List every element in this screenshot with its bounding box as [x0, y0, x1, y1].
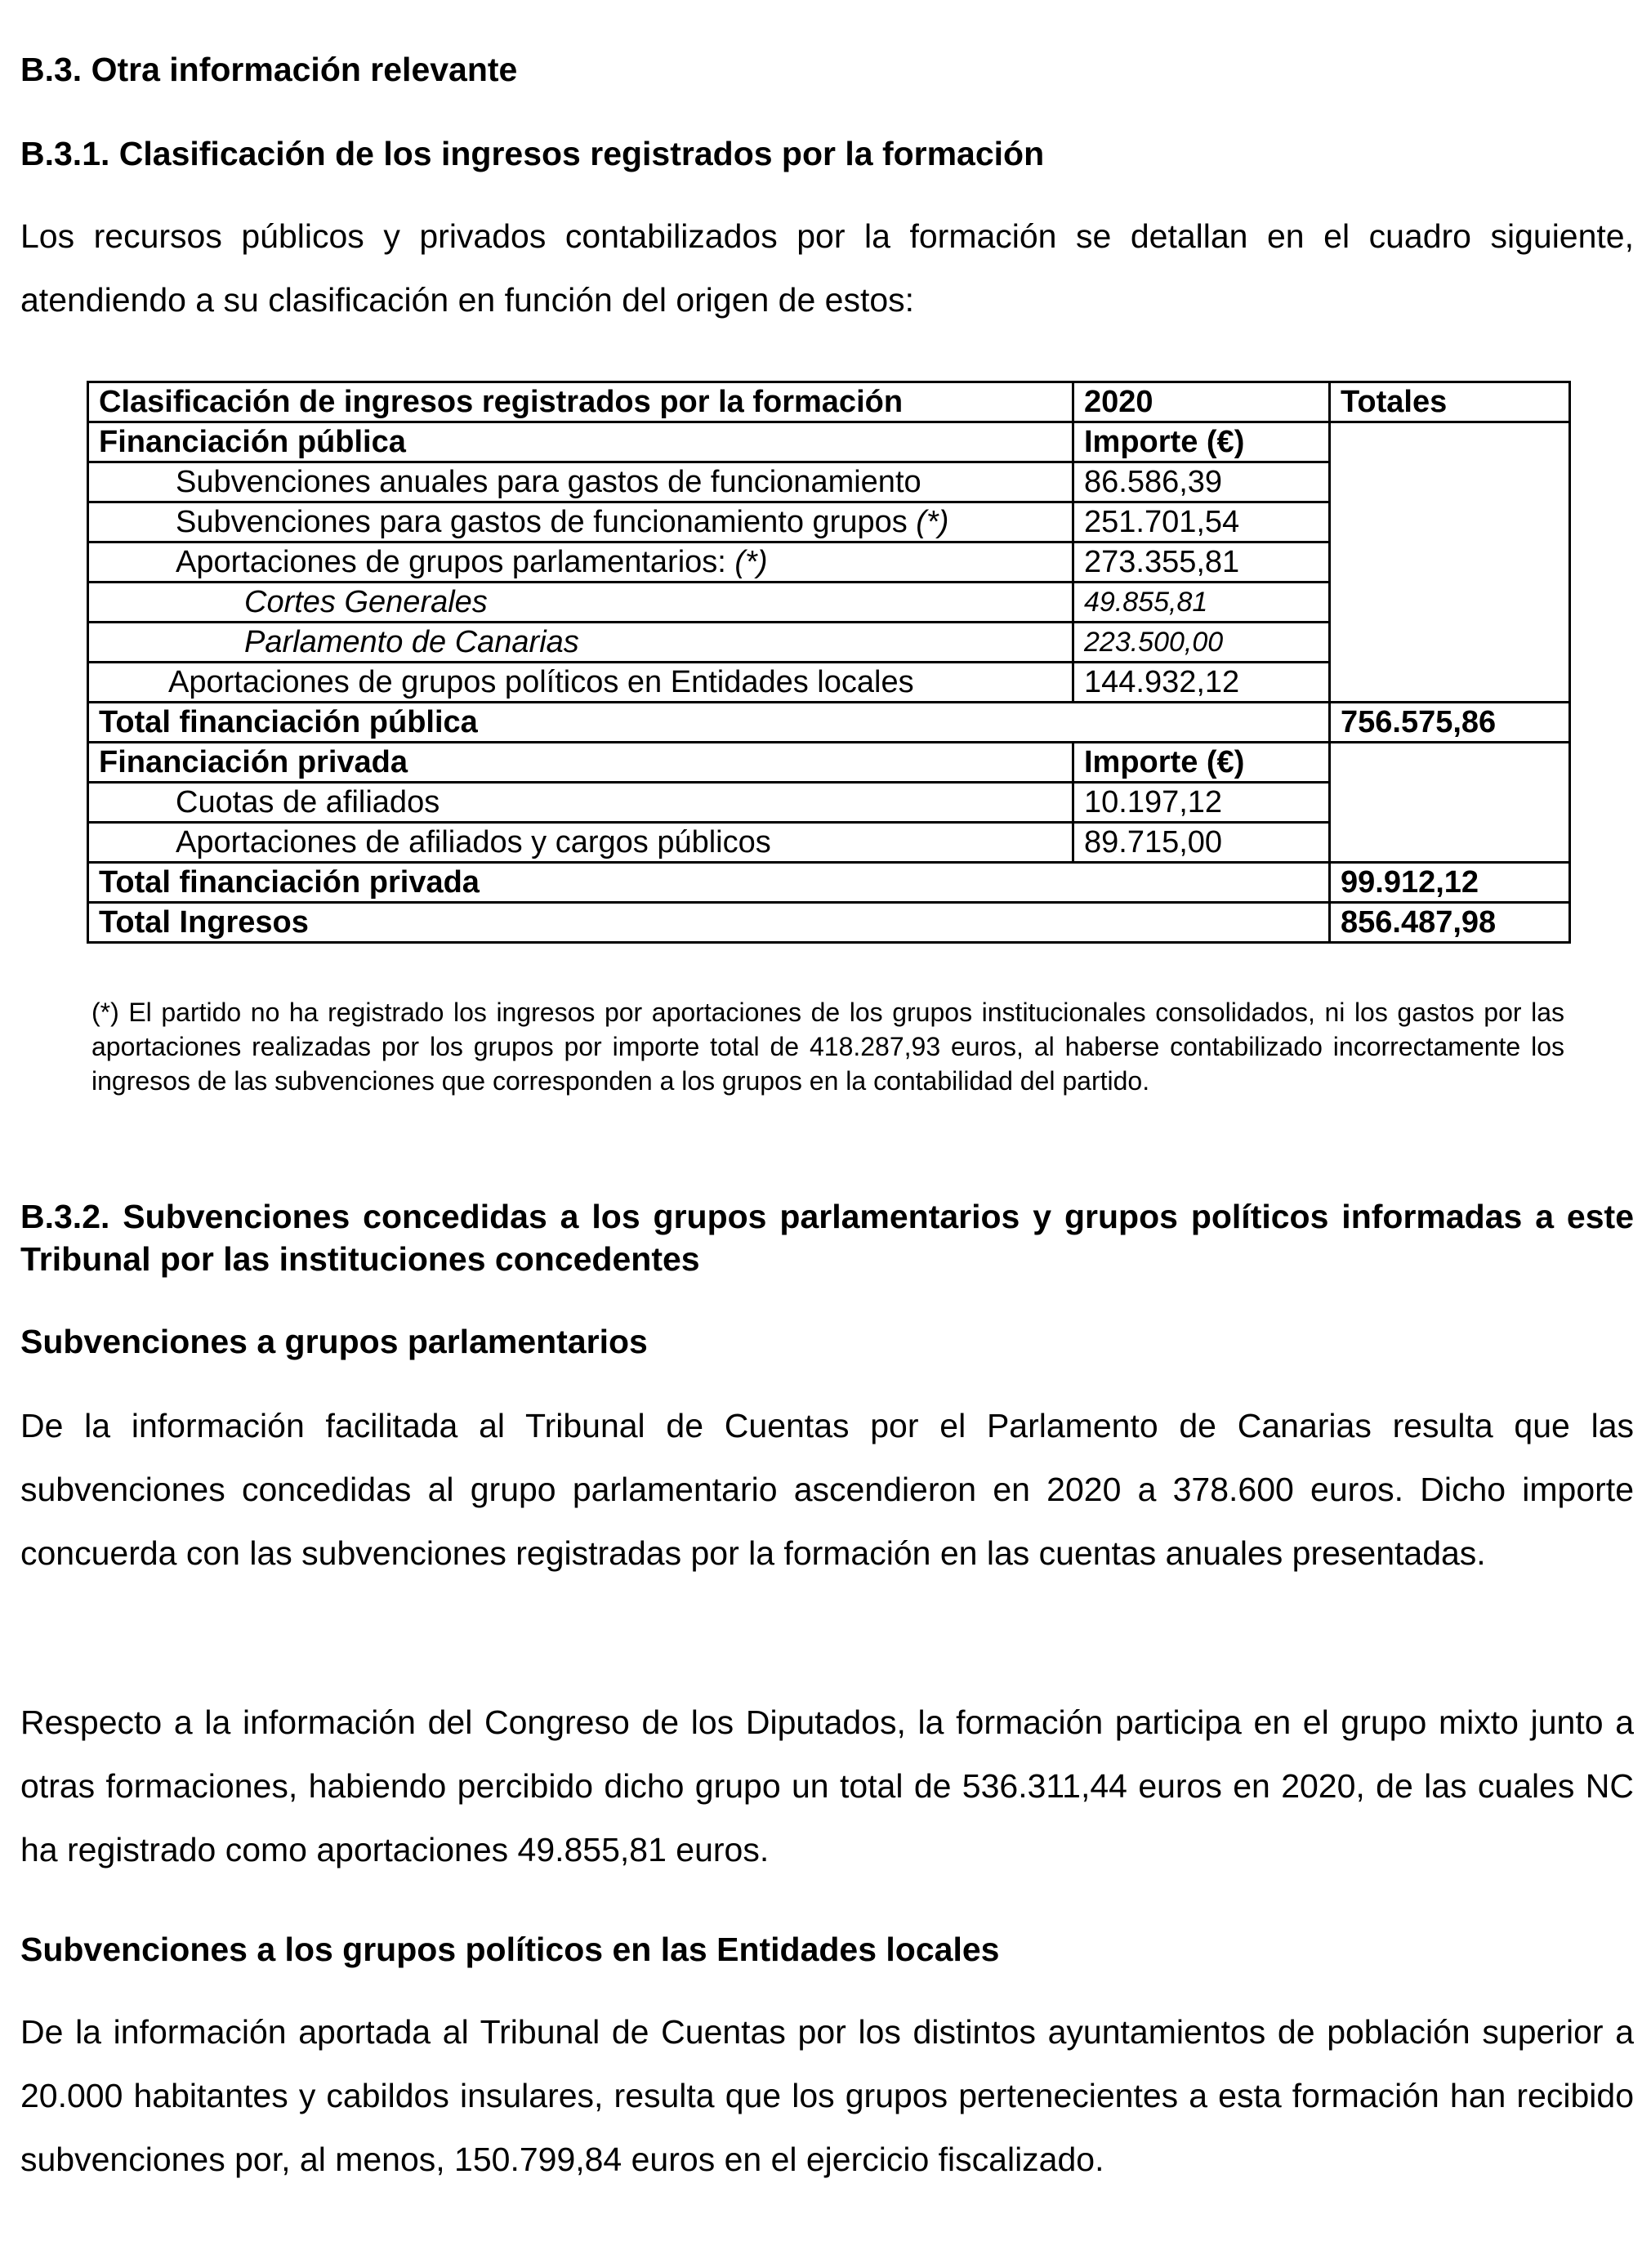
table-footnote: (*) El partido no ha registrado los ingresos por aportaciones de los grupos institucionales consolidados, ni los gastos por las aportaciones realizadas por los grupos por importe total de 418.287,93 euros, al haberse contabilizado incorrectamente los ingresos de las subvenciones que corresponden a los grupos en la contabilidad del partido.	[91, 998, 1564, 1096]
parliamentary-paragraph-2: Respecto a la información del Congreso de los Diputados, la formación participa en el grupo mixto junto a otras formaciones, habiendo percibido dicho grupo un total de 536.311,44 euros en 2020, de las cuales NC ha registrado como aportaciones 49.855,81 euros.	[20, 1703, 1634, 1868]
table-row	[88, 422, 1570, 462]
row-label: Cortes Generales	[88, 583, 1073, 623]
table-row	[88, 743, 1570, 783]
local-groups-paragraph: De la información aportada al Tribunal de Cuentas por los distintos ayuntamientos de población superior a 20.000 habitantes y cabildos insulares, resulta que los grupos pertenecientes a esta formación han recibido subvenciones por, al menos, 150.799,84 euros en el ejercicio fiscalizado.	[20, 2013, 1634, 2178]
row-value: 251.701,54	[1073, 502, 1330, 542]
row-value: 144.932,12	[1073, 663, 1330, 703]
row-label: Aportaciones de grupos políticos en Entidades locales	[88, 663, 1073, 703]
header-classification: Clasificación de ingresos registrados por la formación	[88, 382, 1073, 422]
row-label: Aportaciones de afiliados y cargos públicos	[88, 823, 1073, 863]
row-value: 10.197,12	[1073, 783, 1330, 823]
section-title: B.3. Otra información relevante	[20, 51, 518, 88]
row-value: 49.855,81	[1073, 583, 1330, 623]
row-label: Parlamento de Canarias	[88, 623, 1073, 663]
row-label	[88, 542, 1073, 583]
parliamentary-paragraph-1: De la información facilitada al Tribunal de Cuentas por el Parlamento de Canarias resulta que las subvenciones concedidas al grupo parlamentario ascendieron en 2020 a 378.600 euros. Dicho importe concuerda con las subvenciones registradas por la formación en las cuentas anuales presentadas.	[20, 1407, 1634, 1572]
private-funding-label: Financiación privada	[88, 743, 1073, 783]
public-total-label: Total financiación pública	[88, 703, 1330, 743]
row-label-text: Subvenciones para gastos de funcionamiento grupos	[176, 505, 917, 539]
header-year: 2020	[1073, 382, 1330, 422]
row-label	[88, 502, 1073, 542]
subsection-title-b31: B.3.1. Clasificación de los ingresos registrados por la formación	[20, 135, 1045, 172]
totals-blank-cell	[1330, 743, 1570, 863]
row-value: 273.355,81	[1073, 542, 1330, 583]
public-funding-label: Financiación pública	[88, 422, 1073, 462]
totals-blank-cell	[1330, 422, 1570, 703]
parliamentary-groups-heading: Subvenciones a grupos parlamentarios	[20, 1323, 648, 1360]
footnote-mark: (*)	[916, 505, 949, 539]
subsection-title-b32: B.3.2. Subvenciones concedidas a los grupos parlamentarios y grupos políticos informadas a este Tribunal por las instituciones concedentes	[20, 1198, 1634, 1278]
private-amount-header: Importe (€)	[1073, 743, 1330, 783]
footnote-mark: (*)	[734, 545, 768, 579]
row-label: Cuotas de afiliados	[88, 783, 1073, 823]
private-total-value: 99.912,12	[1330, 863, 1570, 903]
grand-total-value: 856.487,98	[1330, 903, 1570, 943]
row-value: 223.500,00	[1073, 623, 1330, 663]
table-grand-total-row	[88, 903, 1570, 943]
private-total-label: Total financiación privada	[88, 863, 1330, 903]
public-total-value: 756.575,86	[1330, 703, 1570, 743]
row-value: 89.715,00	[1073, 823, 1330, 863]
income-classification-table	[87, 381, 1571, 944]
table-header-row	[88, 382, 1570, 422]
header-totals: Totales	[1330, 382, 1570, 422]
table-total-row	[88, 703, 1570, 743]
row-label-text: Aportaciones de grupos parlamentarios:	[176, 545, 735, 579]
row-label: Subvenciones anuales para gastos de funcionamiento	[88, 462, 1073, 502]
grand-total-label: Total Ingresos	[88, 903, 1330, 943]
table-total-row	[88, 863, 1570, 903]
local-groups-heading: Subvenciones a los grupos políticos en las Entidades locales	[20, 1931, 1000, 1968]
intro-paragraph: Los recursos públicos y privados contabilizados por la formación se detallan en el cuadro siguiente, atendiendo a su clasificación en función del origen de estos:	[20, 217, 1634, 319]
public-amount-header: Importe (€)	[1073, 422, 1330, 462]
row-value: 86.586,39	[1073, 462, 1330, 502]
